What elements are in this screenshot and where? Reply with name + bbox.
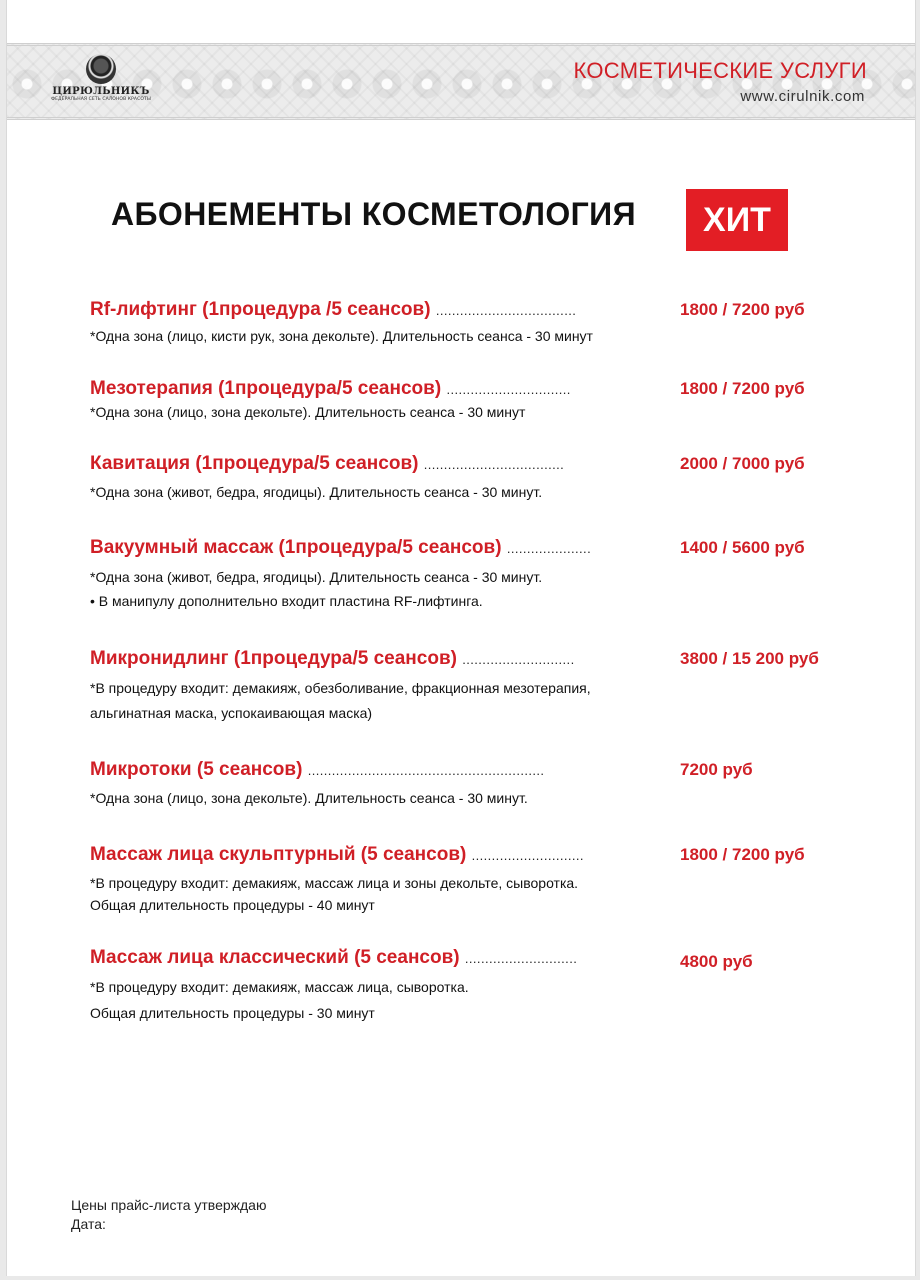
service-item	[90, 452, 890, 500]
service-price: 7200 руб	[680, 760, 753, 779]
service-title: Кавитация (1процедура/5 сеансов) ...................................	[90, 453, 565, 474]
service-note: Общая длительность процедуры - 40 минут	[90, 897, 375, 913]
service-title: Массаж лица классический (5 сеансов) ............................	[90, 947, 578, 968]
service-price: 3800 / 15 200 руб	[680, 649, 819, 668]
service-item	[90, 536, 890, 609]
service-item	[90, 377, 890, 420]
service-item	[90, 843, 890, 913]
date-line: Дата:	[71, 1216, 106, 1232]
service-note: *Одна зона (живот, бедра, ягодицы). Длительность сеанса - 30 минут.	[90, 569, 543, 585]
service-price: 1800 / 7200 руб	[680, 379, 805, 398]
service-item	[90, 758, 890, 806]
service-price: 1800 / 7200 руб	[680, 845, 805, 864]
service-item	[90, 298, 890, 344]
service-item	[90, 647, 890, 721]
leader-dots: ...........................................................	[307, 763, 545, 778]
leader-dots: ...................................	[435, 303, 577, 318]
service-title: Вакуумный массаж (1процедура/5 сеансов) .....................	[90, 537, 592, 558]
header-banner	[7, 43, 915, 120]
service-note: Общая длительность процедуры - 30 минут	[90, 1005, 375, 1021]
service-note: *В процедуру входит: демакияж, массаж лица, сыворотка.	[90, 979, 469, 995]
approval-line: Цены прайс-листа утверждаю	[71, 1197, 267, 1213]
service-note: *В процедуру входит: демакияж, массаж лица и зоны декольте, сыворотка.	[90, 875, 579, 891]
service-note: *Одна зона (лицо, зона декольте). Длительность сеанса - 30 минут	[90, 404, 526, 420]
price-list-page	[6, 0, 916, 1276]
leader-dots: ............................	[464, 951, 578, 966]
barber-emblem-icon	[86, 54, 116, 84]
service-note: альгинатная маска, успокаивающая маска)	[90, 705, 373, 721]
service-note: *Одна зона (живот, бедра, ягодицы). Длительность сеанса - 30 минут.	[90, 484, 543, 500]
leader-dots: .....................	[506, 541, 592, 556]
leader-dots: ...............................	[446, 382, 571, 397]
service-title: Массаж лица скульптурный (5 сеансов) ............................	[90, 844, 584, 865]
page-heading: АБОНЕМЕНТЫ КОСМЕТОЛОГИЯ	[111, 196, 636, 232]
service-price: 1800 / 7200 руб	[680, 300, 805, 319]
service-title: Микронидлинг (1процедура/5 сеансов) ............................	[90, 648, 575, 669]
leader-dots: ............................	[462, 652, 575, 667]
service-note: • В манипулу дополнительно входит пластина RF-лифтинга.	[90, 593, 483, 609]
service-title: Rf-лифтинг (1процедура /5 сеансов) ...................................	[90, 299, 577, 320]
service-title: Мезотерапия (1процедура/5 сеансов) ...............................	[90, 378, 571, 399]
website-url: www.cirulnik.com	[740, 88, 865, 105]
service-price: 4800 руб	[680, 952, 753, 971]
service-item	[90, 946, 890, 1021]
service-title: Микротоки (5 сеансов) ...........................................................	[90, 759, 545, 780]
approval-footer	[71, 1196, 266, 1234]
service-price: 1400 / 5600 руб	[680, 538, 805, 557]
service-note: *Одна зона (лицо, кисти рук, зона декольте). Длительность сеанса - 30 минут	[90, 328, 593, 344]
service-note: *Одна зона (лицо, зона декольте). Длительность сеанса - 30 минут.	[90, 790, 528, 806]
service-note: *В процедуру входит: демакияж, обезболивание, фракционная мезотерапия,	[90, 680, 591, 696]
brand-subtitle: ФЕДЕРАЛЬНАЯ СЕТЬ САЛОНОВ КРАСОТЫ	[51, 97, 151, 102]
service-price: 2000 / 7000 руб	[680, 454, 805, 473]
section-title: КОСМЕТИЧЕСКИЕ УСЛУГИ	[573, 58, 867, 83]
leader-dots: ...................................	[423, 457, 565, 472]
hit-badge: ХИТ	[686, 189, 788, 251]
brand-name: ЦИРЮЛЬНИКЪ	[52, 86, 150, 97]
brand-logo	[47, 54, 155, 112]
leader-dots: ............................	[471, 848, 584, 863]
